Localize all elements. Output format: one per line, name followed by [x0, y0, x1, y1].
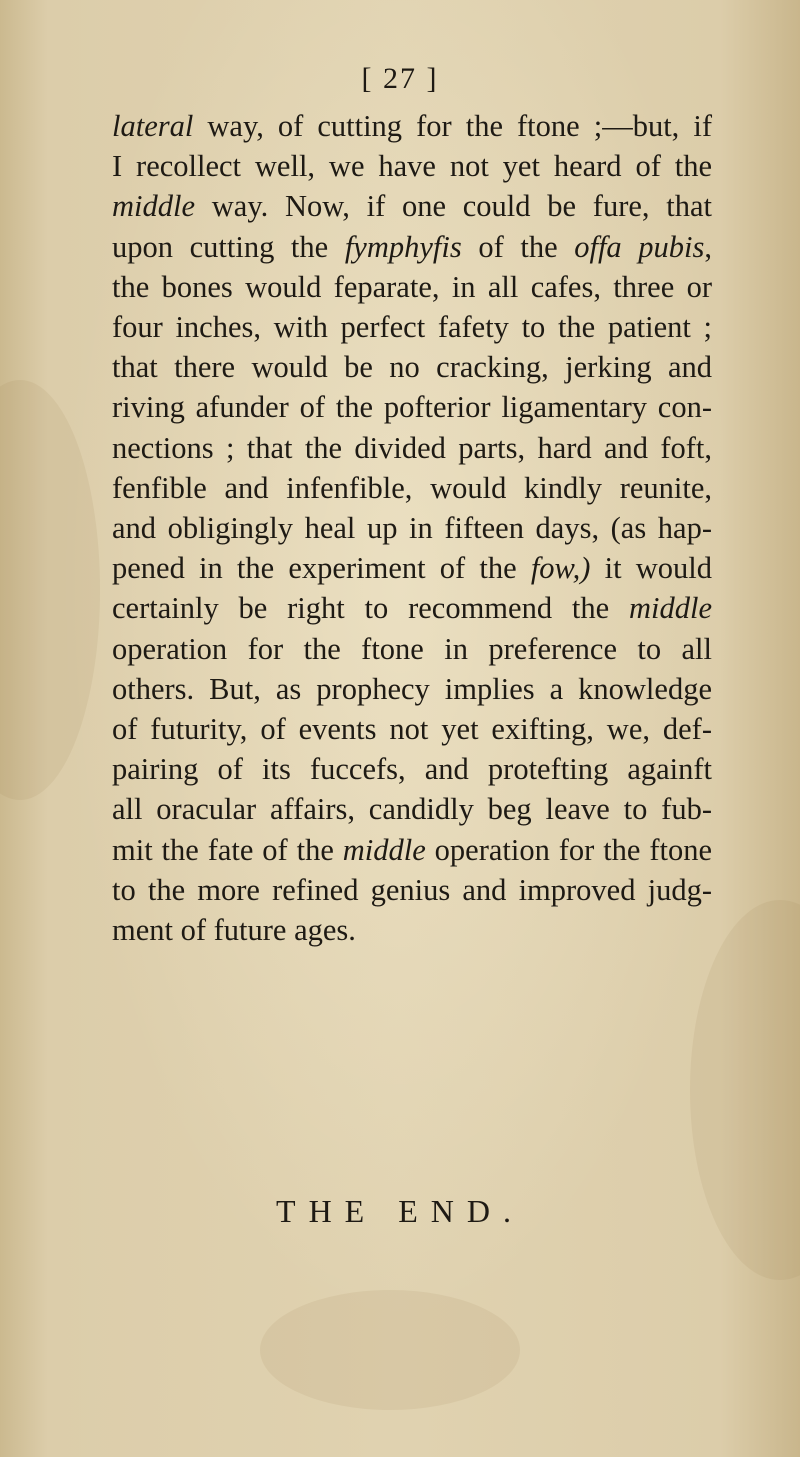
text-line [112, 629, 712, 669]
italic-word: fow,) [530, 551, 591, 586]
text-line [112, 910, 712, 950]
text-segment: four inches, with perfect fafety to the patient ; [112, 310, 712, 345]
text-line [112, 508, 712, 548]
page-number: [ 27 ] [361, 62, 439, 95]
text-line [112, 267, 712, 307]
text-segment: certainly be right to recommend the [112, 591, 629, 626]
text-line [112, 588, 712, 628]
text-line [112, 870, 712, 910]
paper-stain [260, 1290, 520, 1410]
italic-word: offa pubis [574, 229, 705, 264]
text-line [112, 749, 712, 789]
text-line [112, 789, 712, 829]
text-line [112, 347, 712, 387]
text-segment: operation for the ftone in preference to all [112, 631, 712, 666]
text-line [112, 468, 712, 508]
text-segment: others. But, as prophecy implies a knowledge [112, 671, 712, 706]
text-line [112, 227, 712, 267]
text-segment: and obligingly heal up in fifteen days, (as hap- [112, 511, 712, 546]
text-segment: that there would be no cracking, jerking and [112, 350, 712, 385]
text-segment: to the more refined genius and improved judg- [112, 872, 712, 907]
text-segment: , [704, 229, 712, 264]
text-segment: operation for the ftone [425, 832, 713, 867]
text-line [112, 186, 712, 226]
italic-word: middle [112, 189, 196, 224]
text-line [112, 548, 712, 588]
the-end-heading: THE END. [276, 1193, 524, 1229]
text-segment: upon cutting the [112, 229, 345, 264]
text-segment: fenfible and infenfible, would kindly reunite, [112, 470, 712, 505]
text-segment: way. Now, if one could be fure, that [195, 189, 712, 224]
text-segment: mit the fate of the [112, 832, 343, 867]
text-segment: riving afunder of the pofterior ligamentary con- [112, 390, 712, 425]
text-segment: pairing of its fuccefs, and protefting againft [112, 752, 712, 787]
text-segment: way, of cutting for the ftone ;—but, if [193, 109, 712, 143]
text-segment: the bones would feparate, in all cafes, three or [112, 269, 712, 304]
text-segment: I recollect well, we have not yet heard of the [112, 149, 712, 184]
text-segment: ment of future ages. [112, 913, 356, 948]
text-segment: all oracular affairs, candidly beg leave to fub- [112, 792, 712, 827]
text-line [112, 307, 712, 347]
text-segment: pened in the experiment of the [112, 551, 531, 586]
text-line [112, 387, 712, 427]
text-line [112, 106, 712, 146]
italic-word: middle [342, 832, 426, 867]
text-segment: of the [461, 229, 575, 264]
text-segment: nections ; that the divided parts, hard and foft, [112, 430, 712, 465]
text-segment: of futurity, of events not yet exifting, we, def- [112, 712, 712, 747]
body-text [112, 106, 712, 950]
text-line [112, 830, 712, 870]
text-line [112, 709, 712, 749]
text-line [112, 428, 712, 468]
italic-word: middle [628, 591, 712, 626]
paper-stain [0, 380, 100, 800]
text-segment: it would [590, 551, 713, 586]
italic-word: lateral [112, 109, 194, 143]
text-line [112, 669, 712, 709]
italic-word: fymphyfis [344, 229, 462, 264]
text-line [112, 146, 712, 186]
